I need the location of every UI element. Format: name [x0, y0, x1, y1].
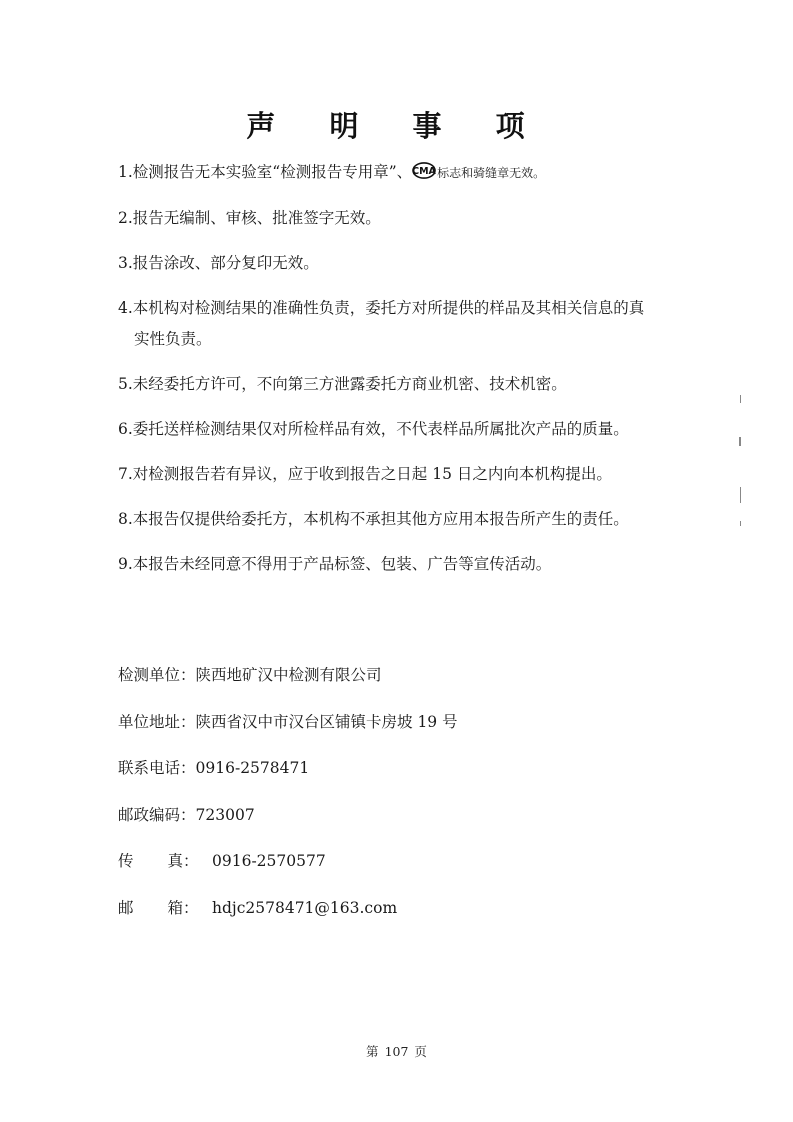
contact-label-part: 传 [118, 852, 134, 870]
contact-email-row [118, 893, 678, 924]
list-item [118, 414, 718, 445]
item-text: 检测报告无本实验室“检测报告专用章”、 [132, 163, 413, 181]
contact-value: 陕西地矿汉中检测有限公司 [195, 666, 382, 684]
item-number: 2. [118, 209, 133, 227]
list-item [118, 459, 718, 490]
contact-label: 检测单位： [118, 666, 196, 684]
contact-unit-row [118, 660, 678, 691]
contact-value: 0916-2578471 [195, 759, 310, 777]
footer-suffix: 页 [414, 1044, 427, 1059]
item-text: 标志和骑缝章无效。 [437, 166, 546, 180]
contact-value: 陕西省汉中市汉台区铺镇卡房坡 19 号 [195, 712, 458, 731]
item-number: 1. [118, 163, 133, 181]
contact-label: 邮政编码： [118, 805, 196, 824]
contact-label: 单位地址： [118, 712, 196, 731]
contact-label-part: 真： [167, 852, 199, 870]
svg-text:CMA: CMA [412, 166, 437, 177]
contact-value: 723007 [195, 805, 255, 824]
item-number: 3. [118, 254, 133, 272]
item-number: 5. [118, 375, 133, 393]
page-footer [0, 1042, 793, 1060]
item-text: 对检测报告若有异议，应于收到报告之日起 15 日之内向本机构提出。 [132, 465, 612, 483]
item-text: 未经委托方许可，不向第三方泄露委托方商业机密、技术机密。 [132, 375, 567, 393]
item-number: 8. [118, 510, 133, 528]
list-item [118, 549, 718, 580]
page-title: 声 明 事 项 [246, 109, 547, 143]
contact-phone-row [118, 753, 678, 784]
contact-label [118, 893, 204, 924]
contact-info [118, 660, 678, 939]
cma-logo-icon [412, 162, 436, 179]
item-text-continuation: 实性负责。 [134, 330, 212, 348]
contact-label: 联系电话： [118, 759, 196, 777]
item-number: 6. [118, 420, 133, 438]
list-item [118, 248, 718, 279]
contact-label-part: 箱： [167, 898, 199, 917]
contact-value: 0916-2570577 [212, 852, 326, 870]
contact-address-row [118, 707, 678, 738]
contact-label-part: 邮 [118, 898, 134, 917]
item-number: 9. [118, 555, 133, 573]
list-item [118, 157, 718, 189]
item-number: 4. [118, 299, 133, 317]
list-item [118, 293, 718, 355]
contact-postcode-row [118, 800, 678, 831]
item-text: 本机构对检测结果的准确性负责，委托方对所提供的样品及其相关信息的真 [132, 299, 645, 317]
list-item [118, 369, 718, 400]
list-item [118, 203, 718, 234]
scan-margin-marks [736, 395, 746, 535]
item-text: 委托送样检测结果仅对所检样品有效，不代表样品所属批次产品的质量。 [132, 420, 629, 438]
list-item [118, 504, 718, 535]
contact-fax-row [118, 846, 678, 877]
item-text: 本报告仅提供给委托方，本机构不承担其他方应用本报告所产生的责任。 [132, 510, 629, 528]
item-number: 7. [118, 465, 133, 483]
footer-prefix: 第 [366, 1044, 379, 1059]
statement-list [118, 157, 718, 580]
item-text: 本报告未经同意不得用于产品标签、包装、广告等宣传活动。 [132, 555, 552, 573]
contact-label [118, 846, 204, 877]
item-text: 报告无编制、审核、批准签字无效。 [132, 209, 381, 227]
page-number: 107 [384, 1044, 409, 1059]
item-text: 报告涂改、部分复印无效。 [132, 254, 319, 272]
contact-value: hdjc2578471@163.com [212, 898, 398, 917]
